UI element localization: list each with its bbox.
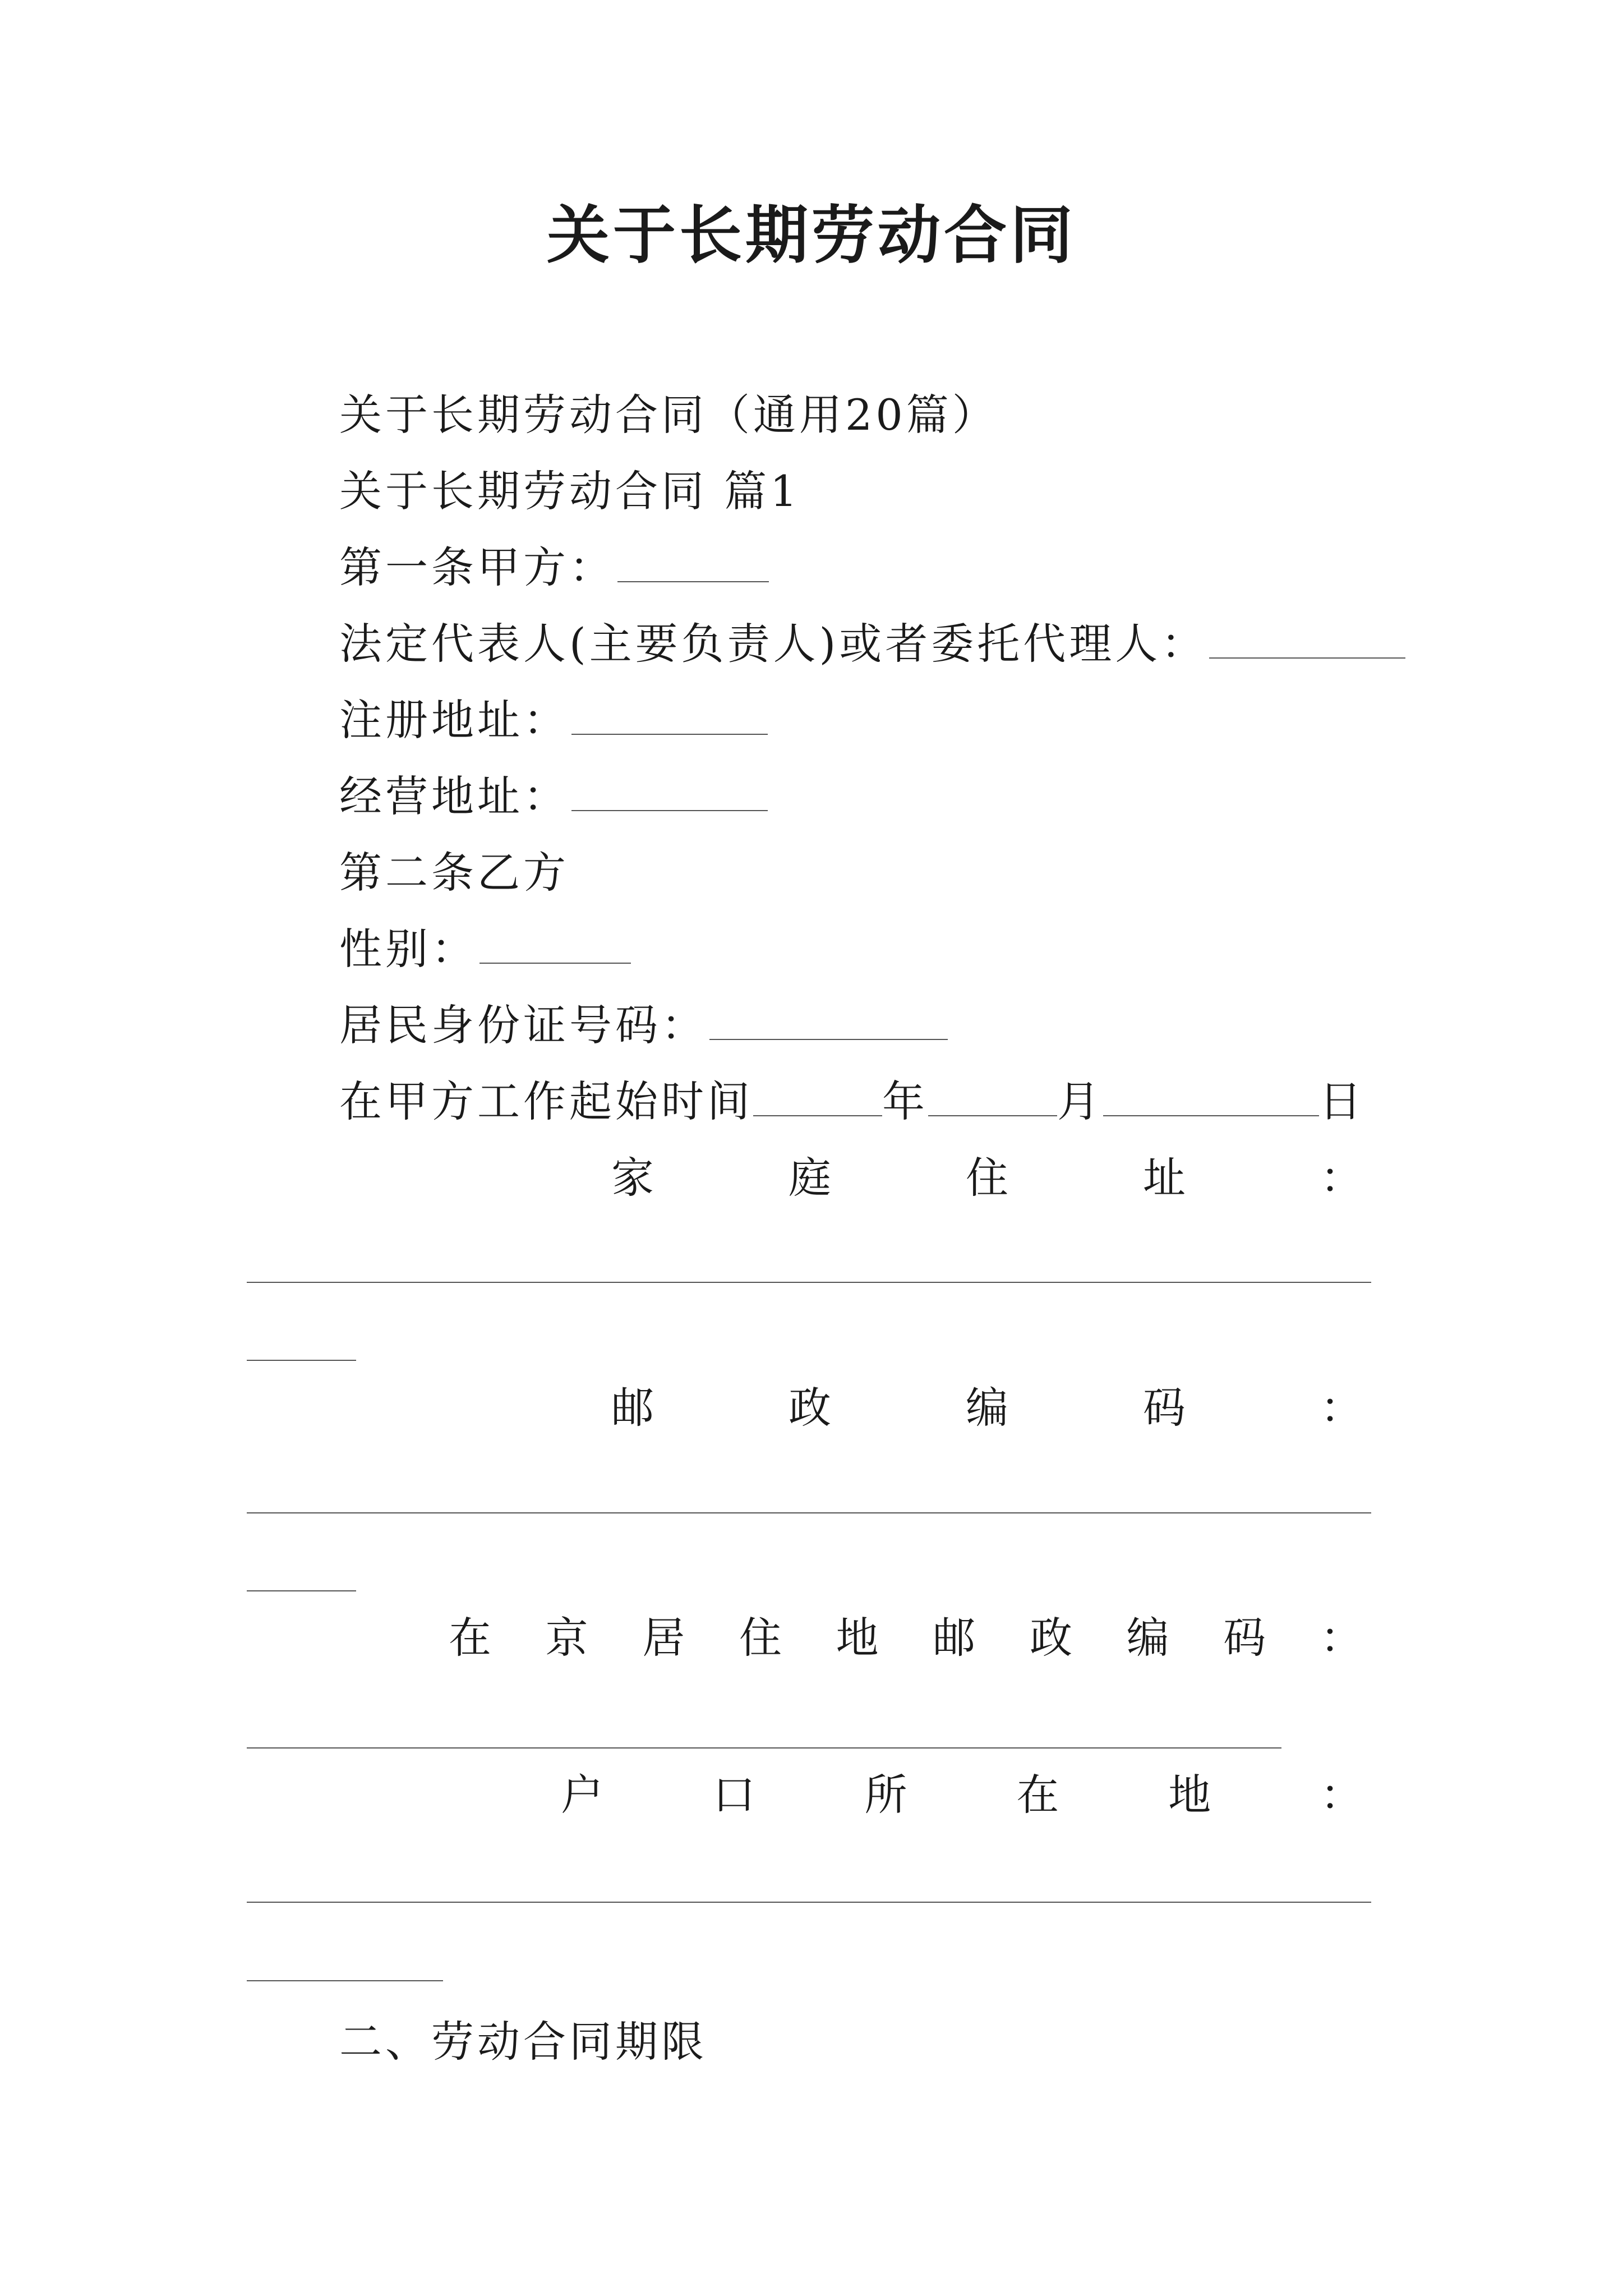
beijing-postal-blank[interactable] [247, 1747, 1281, 1749]
home-address-label: 家 庭 住 址 ： [611, 1153, 1363, 1203]
id-number-line [339, 997, 948, 1053]
part-heading: 关于长期劳动合同 篇1 [339, 466, 801, 516]
id-number-blank[interactable] [709, 999, 948, 1040]
postal-code-blank-cont[interactable] [247, 1590, 356, 1591]
home-address-blank-cont[interactable] [247, 1360, 356, 1361]
subtitle: 关于长期劳动合同（通用20篇） [339, 390, 998, 440]
day-blank[interactable] [1103, 1075, 1319, 1116]
legal-rep-blank[interactable] [1209, 617, 1405, 659]
month-blank[interactable] [928, 1075, 1057, 1116]
document-title: 关于长期劳动合同 [547, 199, 1076, 272]
party-a-blank[interactable] [617, 541, 769, 582]
reg-address-line [339, 692, 768, 748]
day-label: 日 [1319, 1076, 1365, 1126]
gender-line [339, 921, 631, 977]
start-time-line [339, 1074, 1365, 1130]
biz-address-line [339, 769, 768, 825]
postal-code-blank[interactable] [247, 1512, 1371, 1513]
beijing-postal-label: 在 京 居 住 地 邮 政 编 码 ： [449, 1613, 1363, 1663]
biz-address-label: 经营地址： [339, 771, 569, 821]
gender-label: 性别： [339, 924, 477, 974]
home-address-blank[interactable] [247, 1282, 1371, 1283]
reg-address-blank[interactable] [571, 693, 768, 735]
legal-rep-label: 法定代表人(主要负责人)或者委托代理人： [339, 619, 1207, 669]
biz-address-blank[interactable] [571, 770, 768, 811]
legal-rep-line [339, 616, 1405, 672]
month-label: 月 [1057, 1076, 1103, 1126]
party-a-label: 第一条甲方： [339, 542, 615, 592]
section-heading: 二、劳动合同期限 [339, 2017, 707, 2067]
year-label: 年 [882, 1076, 928, 1126]
postal-code-label: 邮 政 编 码 ： [611, 1383, 1363, 1433]
party-b-line: 第二条乙方 [339, 848, 569, 898]
hukou-blank[interactable] [247, 1902, 1371, 1903]
reg-address-label: 注册地址： [339, 695, 569, 745]
year-blank[interactable] [753, 1075, 882, 1116]
gender-blank[interactable] [479, 922, 631, 964]
hukou-label: 户 口 所 在 地 ： [561, 1770, 1363, 1820]
id-number-label: 居民身份证号码： [339, 1000, 707, 1050]
start-time-label: 在甲方工作起始时间 [339, 1076, 753, 1126]
hukou-blank-cont[interactable] [247, 1980, 443, 1981]
party-a-line [339, 540, 769, 596]
